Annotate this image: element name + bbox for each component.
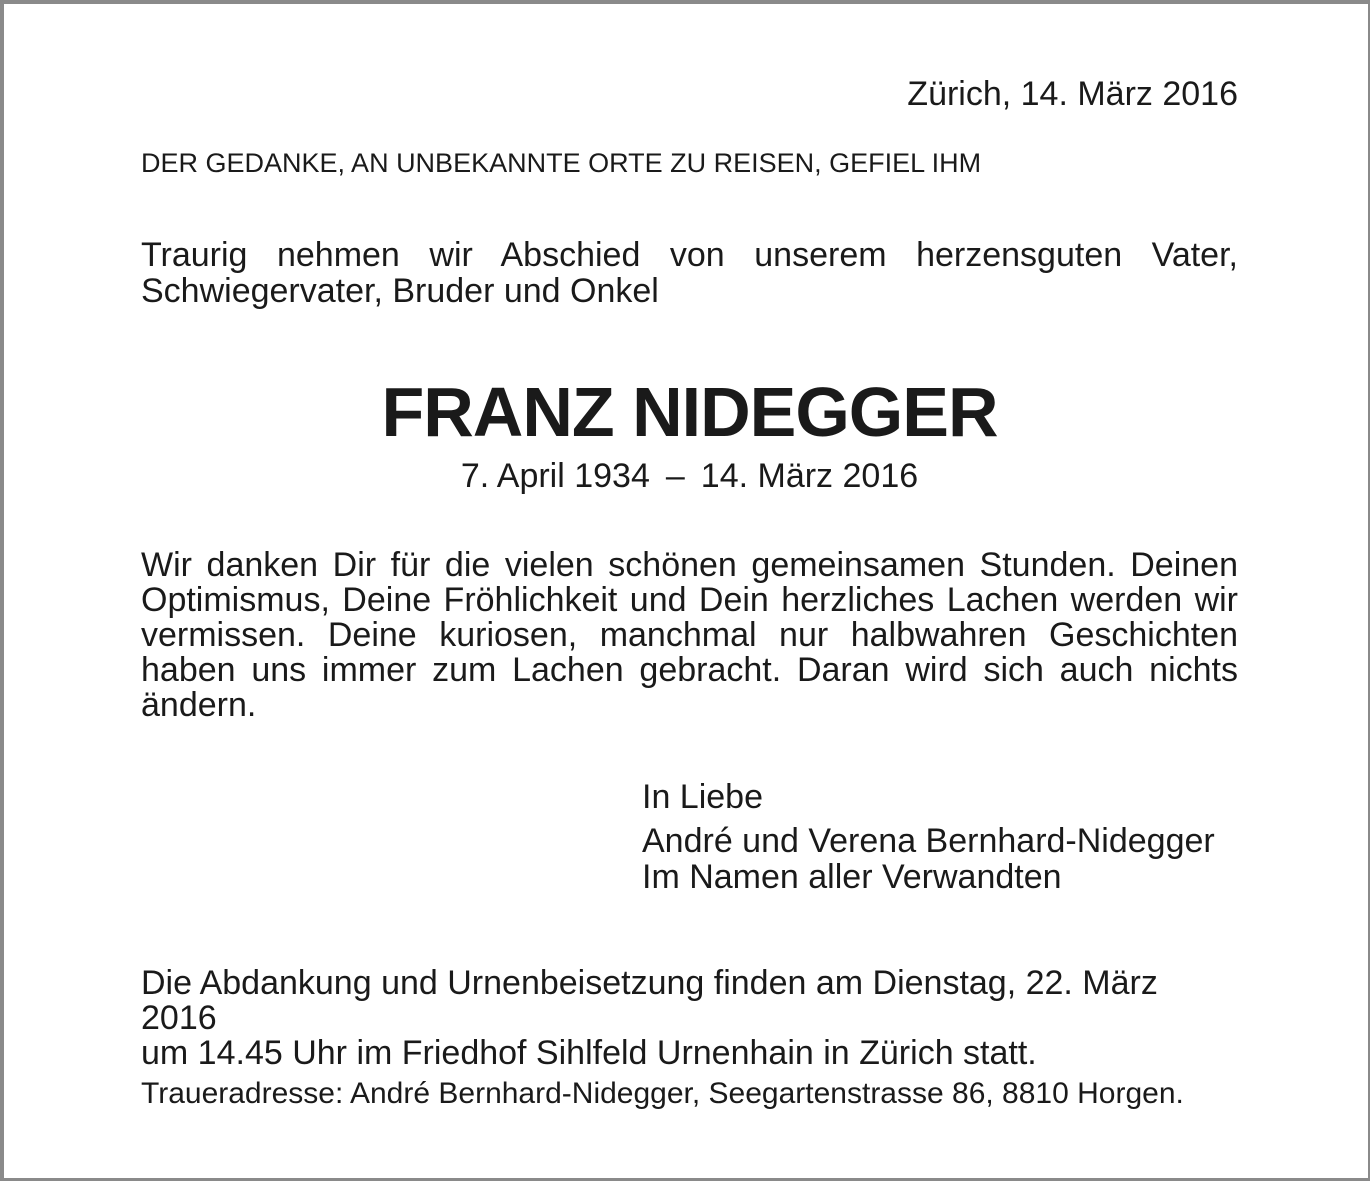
thanks-line: Wir danken Dir für die vielen schönen gemeinsamen Stunden. Deinen — [141, 546, 1238, 584]
ceremony-line: um 14.45 Uhr im Friedhof Sihlfeld Urnenhain in Zürich statt. — [141, 1034, 1037, 1072]
mourning-address: Traueradresse: André Bernhard-Nidegger, Seegartenstrasse 86, 8810 Horgen. — [141, 1077, 1184, 1110]
date-separator: – — [665, 457, 685, 495]
death-date: 14. März 2016 — [700, 457, 919, 495]
signature-line: André und Verena Bernhard-Nidegger — [642, 822, 1215, 860]
thanks-line: haben uns immer zum Lachen gebracht. Daran wird sich auch nichts — [141, 651, 1238, 689]
life-dates — [141, 456, 1238, 496]
signature-line: Im Namen aller Verwandten — [642, 858, 1062, 896]
intro-line: Schwiegervater, Bruder und Onkel — [141, 272, 659, 310]
motto-line: DER GEDANKE, AN UNBEKANNTE ORTE ZU REISEN, GEFIEL IHM — [141, 148, 982, 178]
place-and-date: Zürich, 14. März 2016 — [907, 75, 1238, 113]
signature-greeting: In Liebe — [642, 778, 763, 816]
thanks-line: Optimismus, Deine Fröhlichkeit und Dein herzliches Lachen werden wir — [141, 581, 1238, 619]
thanks-line: vermissen. Deine kuriosen, manchmal nur halbwahren Geschichten — [141, 616, 1238, 654]
intro-line: Traurig nehmen wir Abschied von unserem herzensguten Vater, — [141, 236, 1238, 274]
ceremony-info — [141, 966, 1238, 1071]
birth-date: 7. April 1934 — [460, 457, 650, 495]
signature-block — [642, 779, 1242, 895]
ceremony-line: Die Abdankung und Urnenbeisetzung finden am Dienstag, 22. März 2016 — [141, 964, 1158, 1037]
intro-paragraph — [141, 237, 1238, 309]
thanks-line: ändern. — [141, 686, 257, 724]
thanks-paragraph — [141, 548, 1238, 723]
deceased-name: FRANZ NIDEGGER — [381, 373, 998, 451]
